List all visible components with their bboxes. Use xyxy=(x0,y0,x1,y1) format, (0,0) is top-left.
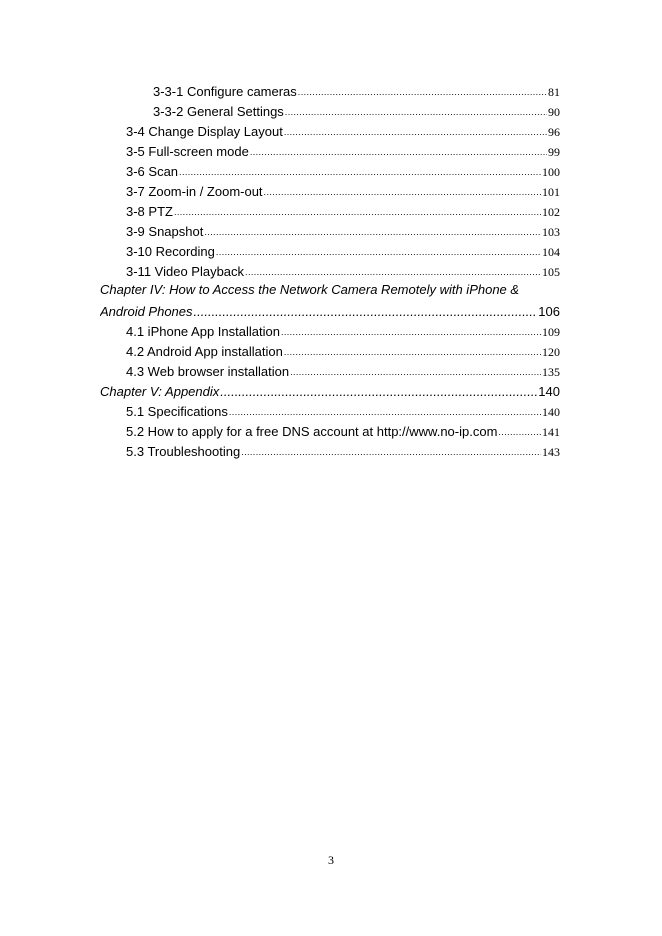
toc-entry[interactable] xyxy=(126,340,560,360)
toc-entry-page: 103 xyxy=(542,225,560,239)
toc-entry-label: 3-5 Full-screen mode xyxy=(126,144,249,159)
toc-entry-label: 3-10 Recording xyxy=(126,244,215,259)
toc-entry-page: 99 xyxy=(548,145,560,159)
toc-leader-dots xyxy=(194,304,538,320)
toc-entry-page: 109 xyxy=(542,325,560,339)
toc-chapter-heading-line[interactable]: Chapter IV: How to Access the Network Camera Remotely with iPhone & xyxy=(100,282,520,297)
toc-entry-page: 140 xyxy=(538,384,560,399)
toc-leader-dots xyxy=(281,326,541,339)
toc-entry-page: 96 xyxy=(548,125,560,139)
toc-entry[interactable] xyxy=(126,240,560,260)
toc-entry[interactable] xyxy=(126,160,560,180)
toc-entry-page: 143 xyxy=(542,445,560,459)
toc-leader-dots xyxy=(298,86,547,99)
toc-entry-label: 4.1 iPhone App Installation xyxy=(126,324,280,339)
toc-entry[interactable] xyxy=(126,180,560,200)
toc-entry-page: 90 xyxy=(548,105,560,119)
toc-leader-dots xyxy=(220,384,537,400)
toc-entry-page: 105 xyxy=(542,265,560,279)
toc-leader-dots xyxy=(284,126,547,139)
toc-entry-page: 81 xyxy=(548,85,560,99)
toc-leader-dots xyxy=(284,346,541,359)
toc-leader-dots xyxy=(264,186,541,199)
toc-entry-page: 106 xyxy=(538,304,560,319)
toc-entry[interactable] xyxy=(126,400,560,420)
toc-entry[interactable] xyxy=(126,140,560,160)
toc-entry-label: 5.1 Specifications xyxy=(126,404,228,419)
toc-entry[interactable] xyxy=(126,260,560,280)
toc-entry-label: 3-4 Change Display Layout xyxy=(126,124,283,139)
toc-entry-label: 3-8 PTZ xyxy=(126,204,173,219)
toc-leader-dots xyxy=(498,426,541,439)
toc-entry[interactable] xyxy=(126,420,560,440)
toc-entry-label: Chapter V: Appendix xyxy=(100,384,220,399)
toc-leader-dots xyxy=(290,366,541,379)
toc-entry[interactable] xyxy=(153,80,560,100)
toc-entry-label: 5.3 Troubleshooting xyxy=(126,444,241,459)
toc-leader-dots xyxy=(285,106,547,119)
toc-entry-label: 3-3-2 General Settings xyxy=(153,104,284,119)
toc-entry[interactable] xyxy=(126,320,560,340)
toc-entry-label: 4.3 Web browser installation xyxy=(126,364,290,379)
toc-entry-label: 3-6 Scan xyxy=(126,164,179,179)
toc-entry-chapter[interactable] xyxy=(100,380,560,400)
toc-entry-page: 102 xyxy=(542,205,560,219)
toc-leader-dots xyxy=(245,266,541,279)
toc-leader-dots xyxy=(216,246,541,259)
toc-entry-page: 120 xyxy=(542,345,560,359)
toc-entry[interactable] xyxy=(126,120,560,140)
toc-leader-dots xyxy=(250,146,547,159)
toc-entry-label: 3-11 Video Playback xyxy=(126,264,245,279)
toc-entry-label: 3-3-1 Configure cameras xyxy=(153,84,297,99)
toc-leader-dots xyxy=(204,226,541,239)
toc-entry-label: Android Phones xyxy=(100,304,193,319)
toc-leader-dots xyxy=(174,206,541,219)
toc-entry-page: 140 xyxy=(542,405,560,419)
toc-entry-page: 104 xyxy=(542,245,560,259)
toc-leader-dots xyxy=(179,166,541,179)
toc-entry[interactable] xyxy=(126,360,560,380)
toc-entry-label: 3-9 Snapshot xyxy=(126,224,204,239)
toc-entry-page: 101 xyxy=(542,185,560,199)
toc-entry-page: 100 xyxy=(542,165,560,179)
toc-entry-page: 135 xyxy=(542,365,560,379)
toc-entry-label: 3-7 Zoom-in / Zoom-out xyxy=(126,184,263,199)
toc-leader-dots xyxy=(229,406,541,419)
toc-entry-page: 141 xyxy=(542,425,560,439)
toc-entry[interactable] xyxy=(126,220,560,240)
toc-entry[interactable] xyxy=(126,200,560,220)
toc-entry-label: 5.2 How to apply for a free DNS account at http://www.no-ip.com xyxy=(126,424,498,439)
toc-leader-dots xyxy=(241,446,541,459)
toc-entry[interactable] xyxy=(153,100,560,120)
toc-entry-label: 4.2 Android App installation xyxy=(126,344,283,359)
page-number: 3 xyxy=(328,853,334,867)
toc-entry[interactable] xyxy=(126,440,560,460)
toc-entry-chapter[interactable] xyxy=(100,300,560,320)
